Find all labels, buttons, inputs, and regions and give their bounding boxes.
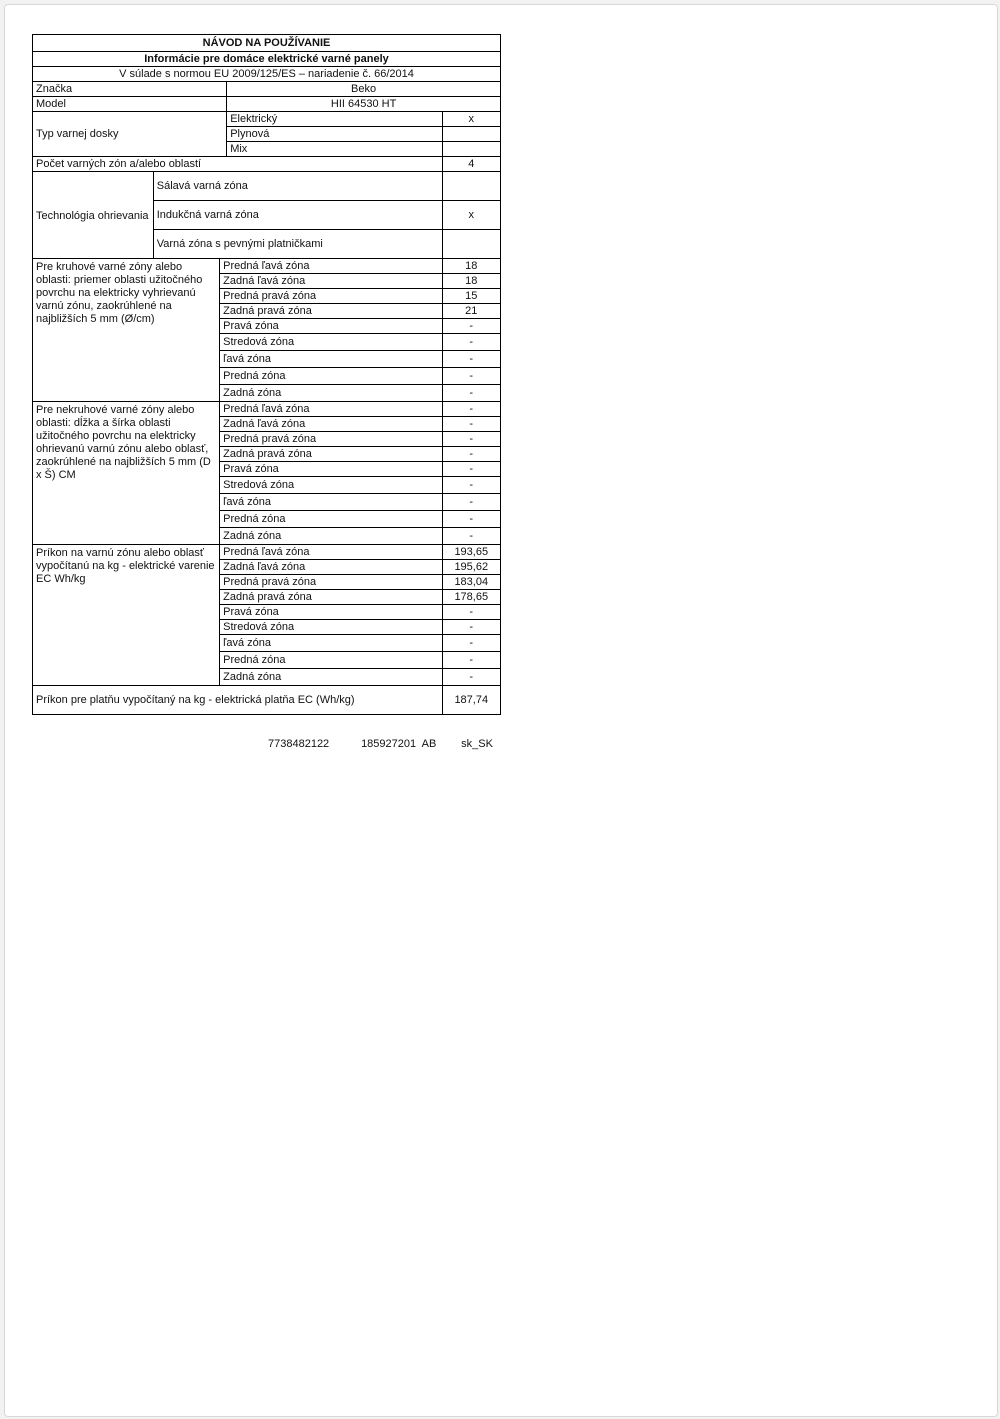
- zone-name: Pravá zóna: [220, 462, 442, 477]
- document-subtitle: Informácie pre domáce elektrické varné panely: [33, 52, 501, 67]
- hob-type-label: Typ varnej dosky: [33, 112, 227, 157]
- zone-name: Zadná pravá zóna: [220, 447, 442, 462]
- hob-type-mark: [442, 142, 500, 157]
- energy-per-zone-label: Príkon na varnú zónu alebo oblasť vypočítanú na kg - elektrické varenie EC Wh/kg: [33, 545, 220, 686]
- zone-value: -: [442, 385, 500, 402]
- zone-value: -: [442, 635, 500, 652]
- zone-value: -: [442, 511, 500, 528]
- zone-value: 18: [442, 259, 500, 274]
- zone-name: Zadná ľavá zóna: [220, 560, 442, 575]
- zone-value: 195,62: [442, 560, 500, 575]
- energy-total-value: 187,74: [442, 686, 500, 715]
- zone-value: -: [442, 447, 500, 462]
- zone-name: ľavá zóna: [220, 635, 442, 652]
- noncircular-zones-section: [33, 402, 501, 545]
- zone-value: -: [442, 494, 500, 511]
- energy-total-label: Príkon pre platňu vypočítaný na kg - elektrická platňa EC (Wh/kg): [33, 686, 443, 715]
- regulation-note: V súlade s normou EU 2009/125/ES – nariadenie č. 66/2014: [33, 67, 501, 82]
- noncircular-zones-label: Pre nekruhové varné zóny alebo oblasti: dĺžka a šírka oblasti užitočného povrchu na elektricky ohrievanú varnú zónu alebo oblasť, zaokrúhlené na najbližších 5 mm (D x Š) CM: [33, 402, 220, 545]
- heating-technology-mark: [442, 230, 500, 259]
- footer-code-1: 7738482122: [268, 738, 330, 750]
- zone-name: Zadná zóna: [220, 669, 442, 686]
- zone-value: -: [442, 528, 500, 545]
- zone-name: Stredová zóna: [220, 334, 442, 351]
- hob-type-option: Mix: [227, 142, 442, 157]
- model-label: Model: [33, 97, 227, 112]
- circular-zones-label: Pre kruhové varné zóny alebo oblasti: priemer oblasti užitočného povrchu na elektricky vyhrievanú varnú zónu, zaokrúhlené na najbližších 5 mm (Ø/cm): [33, 259, 220, 402]
- circular-zones-section: [33, 259, 501, 402]
- document-title: NÁVOD NA POUŽÍVANIE: [33, 35, 501, 52]
- heating-technology-option: Indukčná varná zóna: [153, 201, 442, 230]
- heating-technology-mark: [442, 172, 500, 201]
- hob-type-option: Plynová: [227, 127, 442, 142]
- zone-value: -: [442, 620, 500, 635]
- zone-value: -: [442, 605, 500, 620]
- zone-name: Zadná zóna: [220, 528, 442, 545]
- zone-value: -: [442, 319, 500, 334]
- hob-info-table: [32, 34, 501, 715]
- footer-locale: sk_SK: [461, 738, 493, 750]
- brand-value: Beko: [227, 82, 501, 97]
- zone-value: -: [442, 669, 500, 686]
- zone-value: -: [442, 351, 500, 368]
- zone-name: Zadná pravá zóna: [220, 304, 442, 319]
- zone-value: -: [442, 334, 500, 351]
- zone-name: Pravá zóna: [220, 319, 442, 334]
- zone-name: Zadná pravá zóna: [220, 590, 442, 605]
- zone-name: Predná ľavá zóna: [220, 545, 442, 560]
- brand-label: Značka: [33, 82, 227, 97]
- zone-name: Predná zóna: [220, 368, 442, 385]
- zone-name: Predná ľavá zóna: [220, 402, 442, 417]
- heating-technology-option: Varná zóna s pevnými platničkami: [153, 230, 442, 259]
- model-value: HII 64530 HT: [227, 97, 501, 112]
- zone-name: ľavá zóna: [220, 494, 442, 511]
- heating-technology-mark: x: [442, 201, 500, 230]
- zone-count-label: Počet varných zón a/alebo oblastí: [33, 157, 443, 172]
- zone-value: -: [442, 402, 500, 417]
- zone-value: 21: [442, 304, 500, 319]
- zone-name: Zadná ľavá zóna: [220, 417, 442, 432]
- zone-value: -: [442, 432, 500, 447]
- zone-value: -: [442, 417, 500, 432]
- zone-name: Predná zóna: [220, 652, 442, 669]
- zone-name: Predná pravá zóna: [220, 289, 442, 304]
- zone-name: Predná pravá zóna: [220, 575, 442, 590]
- zone-name: Zadná ľavá zóna: [220, 274, 442, 289]
- zone-name: Pravá zóna: [220, 605, 442, 620]
- zone-value: 15: [442, 289, 500, 304]
- zone-name: Predná zóna: [220, 511, 442, 528]
- document-footer: [268, 738, 493, 750]
- zone-count-value: 4: [442, 157, 500, 172]
- zone-name: ľavá zóna: [220, 351, 442, 368]
- footer-code-2: 185927201 AB: [361, 738, 437, 750]
- zone-value: 18: [442, 274, 500, 289]
- zone-value: 193,65: [442, 545, 500, 560]
- zone-name: Zadná zóna: [220, 385, 442, 402]
- zone-value: -: [442, 462, 500, 477]
- energy-per-zone-section: [33, 545, 501, 686]
- hob-type-option: Elektrický: [227, 112, 442, 127]
- zone-name: Stredová zóna: [220, 620, 442, 635]
- heating-technology-option: Sálavá varná zóna: [153, 172, 442, 201]
- zone-value: 183,04: [442, 575, 500, 590]
- zone-name: Stredová zóna: [220, 477, 442, 494]
- heating-technology-label: Technológia ohrievania: [33, 172, 154, 259]
- zone-name: Predná ľavá zóna: [220, 259, 442, 274]
- zone-name: Predná pravá zóna: [220, 432, 442, 447]
- zone-value: -: [442, 368, 500, 385]
- hob-type-mark: [442, 127, 500, 142]
- zone-value: -: [442, 652, 500, 669]
- hob-type-mark: x: [442, 112, 500, 127]
- zone-value: -: [442, 477, 500, 494]
- zone-value: 178,65: [442, 590, 500, 605]
